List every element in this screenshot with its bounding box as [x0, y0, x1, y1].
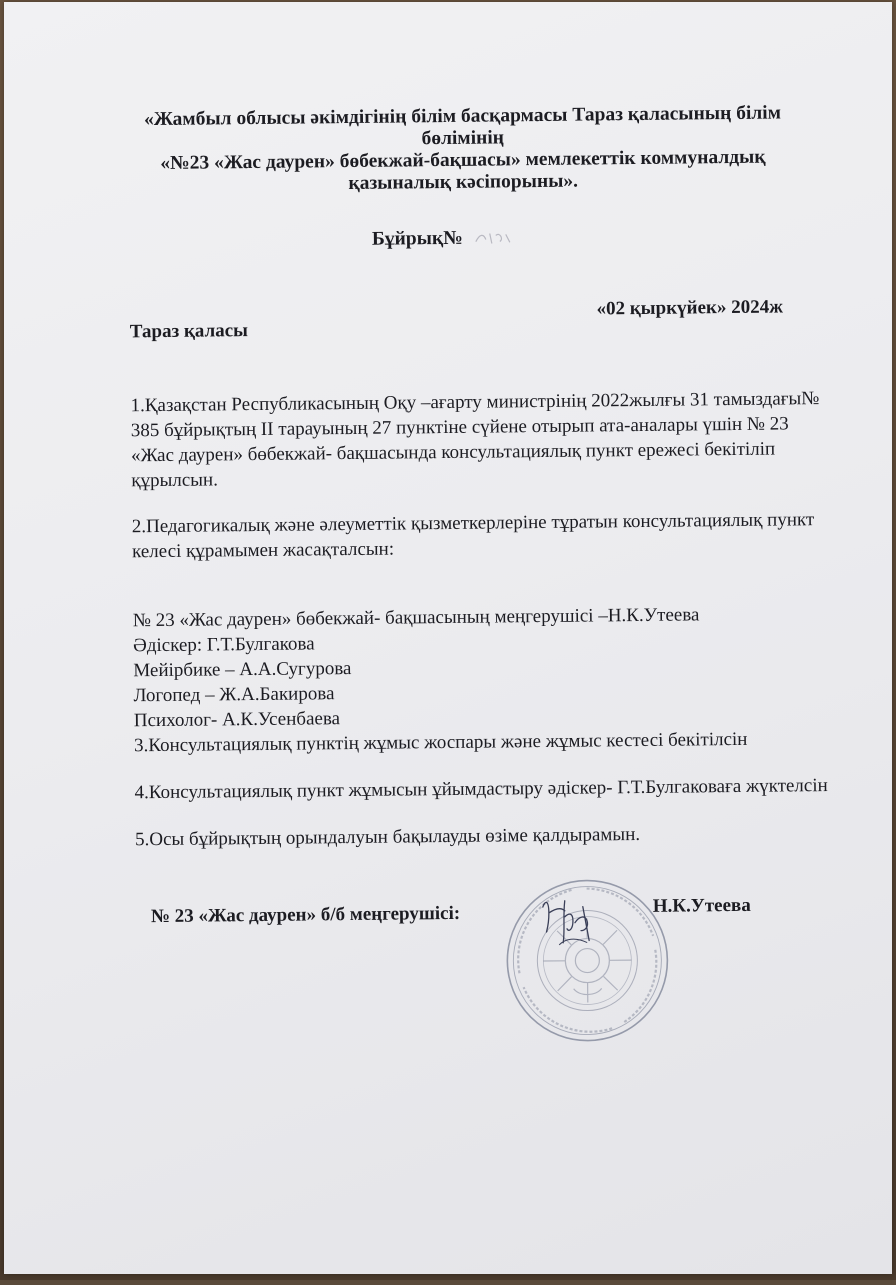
- staff-item: Әдіскер: Г.Т.Булгакова: [132, 633, 315, 657]
- paragraph-4: 4.Консультациялық пункт жұмысын ұйымдастыру әдіскер- Г.Т.Булгаковаға жүктелсін: [134, 775, 828, 804]
- staff-item: Мейірбике – А.А.Сугурова: [133, 658, 352, 682]
- staff-item: Логопед – Ж.А.Бакирова: [133, 683, 335, 707]
- signatory-name: Н.К.Утеева: [652, 894, 751, 917]
- signatory-position: № 23 «Жас даурен» б/б меңгерушісі:: [150, 902, 461, 928]
- order-title: [296, 226, 596, 251]
- paragraph-3: 3.Консультациялық пунктің жұмыс жоспары және жұмыс кестесі бекітілсін: [133, 728, 748, 757]
- order-body: [130, 386, 835, 852]
- staff-list: [133, 601, 834, 733]
- organization-header: [112, 102, 813, 197]
- paragraph-1: 1.Қазақстан Республикасының Оқу –ағарту министрінің 2022жылғы 31 тамыздағы№ 385 бұйрықтың II тарауының 27 пунктіне сүйене отырып ата-аналары үшін № 23 «Жас даурен» бөбекжай- бақшасында консультациялық пункт ережесі бекітіліп құрылсын.: [130, 388, 820, 492]
- paragraph-5: 5.Осы бұйрықтың орындалуын бақылауды өзіме қалдырамын.: [134, 824, 641, 851]
- order-number-scribble-icon: [472, 229, 520, 246]
- order-title-text: Бұйрық№: [371, 227, 463, 250]
- header-line-2: «№23 «Жас даурен» бөбекжай-бақшасы» мемлекеттік коммуналдық қазыналық кәсіпорыны».: [160, 146, 766, 195]
- signature-block: [150, 894, 851, 928]
- handwritten-signature-icon: [535, 886, 606, 957]
- staff-item: Психолог- А.К.Усенбаева: [133, 708, 341, 732]
- city-name: Тараз қаласы: [129, 320, 249, 343]
- header-line-1: «Жамбыл облысы әкімдігінің білім басқармасы Тараз қаласының білім бөлімінің: [143, 102, 782, 150]
- order-date: «02 қыркүйек» 2024ж: [596, 296, 784, 320]
- paragraph-2: 2.Педагогикалық және әлеуметтік қызметкерлеріне тұратын консультациялық пункт келесі құрамымен жасақталсын:: [131, 509, 815, 563]
- staff-item: № 23 «Жас даурен» бөбекжай- бақшасының меңгерушісі –Н.К.Утеева: [132, 604, 700, 632]
